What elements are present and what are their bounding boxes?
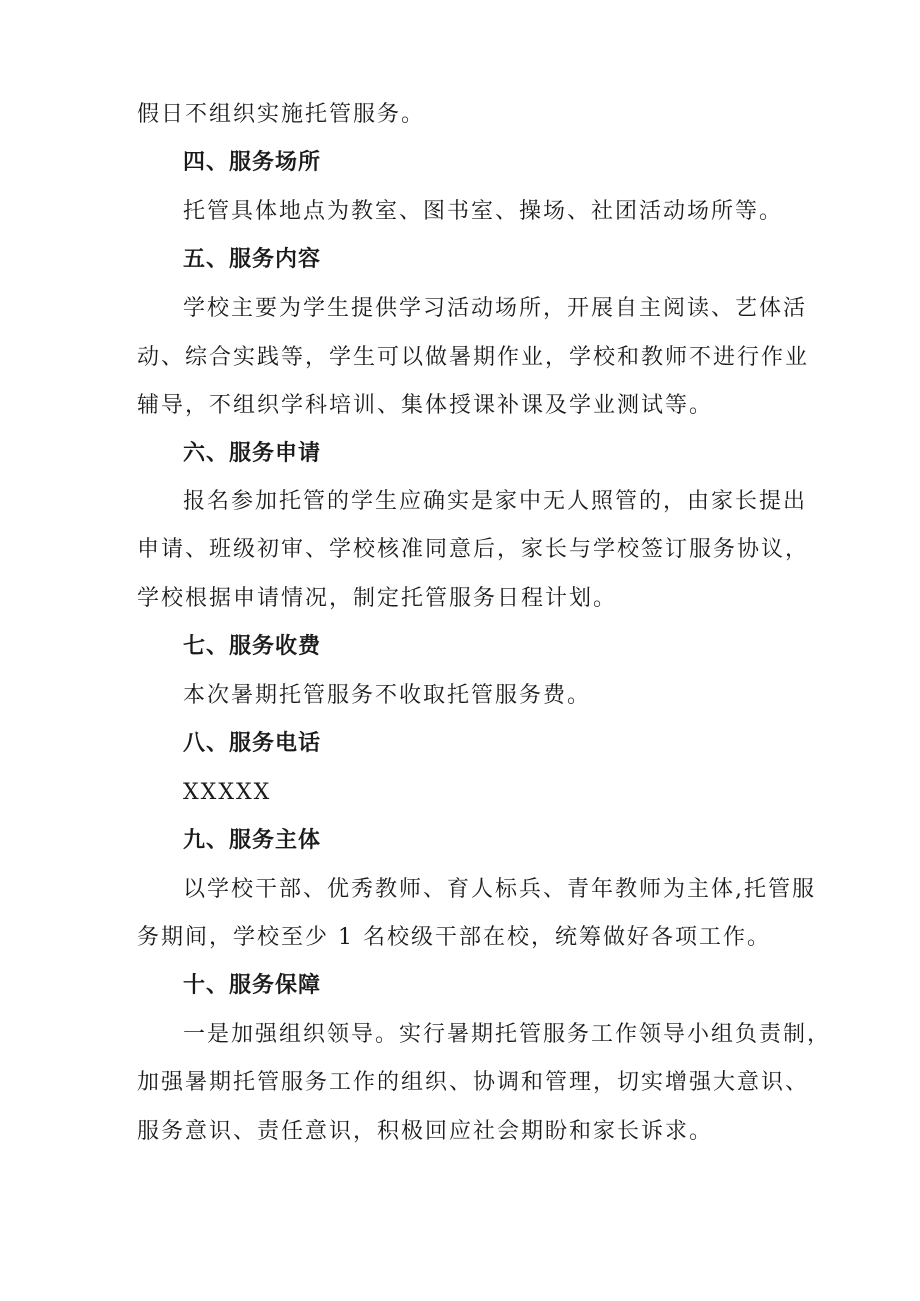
section-heading: 五、服务内容: [183, 247, 322, 272]
section-heading: 十、服务保障: [183, 973, 322, 998]
section-heading: 九、服务主体: [183, 828, 322, 853]
paragraph-line: 本次暑期托管服务不收取托管服务费。: [183, 683, 592, 708]
paragraph-line: 学校主要为学生提供学习活动场所，开展自主阅读、艺体活: [183, 296, 808, 321]
paragraph-line: 辅导，不组织学科培训、集体授课补课及学业测试等。: [137, 393, 714, 418]
paragraph-line: 托管具体地点为教室、图书室、操场、社团活动场所等。: [183, 199, 784, 224]
paragraph-line: 以学校干部、优秀教师、育人标兵、青年教师为主体,托管服: [183, 877, 816, 902]
section-heading: 四、服务场所: [183, 150, 322, 175]
section-heading: 六、服务申请: [183, 441, 322, 466]
paragraph-line: 服务意识、责任意识，积极回应社会期盼和家长诉求。: [137, 1119, 714, 1144]
paragraph-line: 学校根据申请情况，制定托管服务日程计划。: [137, 586, 618, 611]
paragraph-line: 申请、班级初审、学校核准同意后，家长与学校签订服务协议，: [137, 537, 810, 562]
paragraph-line: 报名参加托管的学生应确实是家中无人照管的，由家长提出: [183, 489, 808, 514]
phone-number: XXXXX: [183, 780, 272, 805]
paragraph-line: 假日不组织实施托管服务。: [137, 102, 426, 127]
paragraph-line: 一是加强组织领导。实行暑期托管服务工作领导小组负责制，: [183, 1022, 832, 1047]
paragraph-line: 务期间，学校至少 1 名校级干部在校，统筹做好各项工作。: [137, 925, 771, 950]
section-heading: 八、服务电话: [183, 731, 322, 756]
paragraph-line: 动、综合实践等，学生可以做暑期作业，学校和教师不进行作业: [137, 345, 810, 370]
paragraph-line: 加强暑期托管服务工作的组织、协调和管理，切实增强大意识、: [137, 1070, 810, 1095]
section-heading: 七、服务收费: [183, 634, 322, 659]
